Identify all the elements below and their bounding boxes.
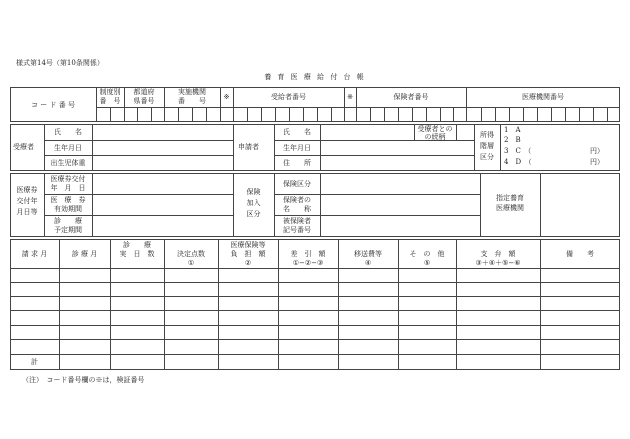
col-burden-2: 負 担 額 xyxy=(230,250,266,258)
insurer-name-label-1: 保険者の xyxy=(283,196,311,204)
col-diff-1: 差 引 額 xyxy=(290,250,326,258)
form-title: 養 育 医 療 給 付 台 帳 xyxy=(264,73,366,81)
col-points-2: ① xyxy=(187,259,195,267)
seido-label-1: 制度別 xyxy=(99,88,121,96)
col-points-1: 決定点数 xyxy=(177,250,205,258)
col-burden-1: 医療保険等 xyxy=(230,241,266,249)
insured-number-label-2: 記号番号 xyxy=(283,226,311,234)
designated-label-2: 医療機関 xyxy=(496,204,524,212)
certificate-label-3: 月日等 xyxy=(16,208,38,216)
income-class-c-yen: 円） xyxy=(590,147,604,155)
jukyu-number-label: 受給者番号 xyxy=(271,93,306,101)
pref-label-2: 県番号 xyxy=(133,97,155,105)
col-diff-2: ①−②−③ xyxy=(292,259,324,267)
income-class-c: 3 C （ xyxy=(504,147,532,155)
seido-label-2: 番 号 xyxy=(99,97,121,105)
check-mark-1: ※ xyxy=(223,93,230,101)
col-other-2: ⑤ xyxy=(423,259,431,267)
col-exam-month: 診 療 月 xyxy=(71,250,98,258)
form-number: 様式第14号（第10条関係） xyxy=(16,59,104,67)
col-transfer-1: 移送費等 xyxy=(354,250,382,258)
col-days-2: 実 日 数 xyxy=(119,250,155,258)
birth-weight-label: 出生児体重 xyxy=(50,159,86,167)
applicant-label: 申請者 xyxy=(238,143,259,151)
certificate-issue-label-1: 医療券交付 xyxy=(50,175,86,183)
relation-label-2: の続柄 xyxy=(424,133,446,141)
col-days-1: 診 療 xyxy=(123,241,151,249)
patient-birth-label: 生年月日 xyxy=(54,144,82,152)
col-pay-1: 支 弁 額 xyxy=(480,250,516,258)
certificate-label-1: 医療券 xyxy=(16,186,38,194)
col-other-1: そ の 他 xyxy=(409,250,445,258)
applicant-name-label: 氏 名 xyxy=(283,128,311,136)
col-billing-month: 請 求 月 xyxy=(21,250,48,258)
insurance-label-3: 区分 xyxy=(246,210,261,218)
check-mark-2: ※ xyxy=(347,93,353,101)
pref-label-1: 都道府 xyxy=(133,88,155,96)
exam-period-label-1: 診 療 xyxy=(54,217,82,225)
col-transfer-2: ④ xyxy=(364,259,372,267)
income-label-1: 所得 xyxy=(480,131,494,139)
income-label-3: 区分 xyxy=(480,153,494,161)
patient-label: 受療者 xyxy=(13,143,34,151)
certificate-valid-label-1: 医 療 券 xyxy=(50,196,86,204)
exam-period-label-2: 予定期間 xyxy=(54,226,82,234)
applicant-birth-label: 生年月日 xyxy=(283,144,311,152)
income-class-a: 1 A xyxy=(504,126,521,134)
certificate-issue-label-2: 年 月 日 xyxy=(50,184,86,192)
col-pay-2: ③＋④＋⑤−⑥ xyxy=(475,259,521,267)
income-label-2: 階層 xyxy=(480,142,494,150)
hoken-number-label: 保険者番号 xyxy=(393,93,429,101)
income-class-b: 2 B xyxy=(504,136,521,144)
jisshi-label-2: 番 号 xyxy=(178,97,206,105)
code-number-label: コ ー ド 番 号 xyxy=(31,101,75,109)
total-label: 計 xyxy=(31,358,38,366)
income-class-d-yen: 円） xyxy=(590,158,604,166)
footnote: （注） コード番号欄の※は，検証番号 xyxy=(22,376,145,384)
certificate-valid-label-2: 有効期間 xyxy=(54,205,82,213)
col-remarks: 備 考 xyxy=(566,250,594,258)
applicant-address-label: 住 所 xyxy=(283,159,311,167)
insurance-label-1: 保険 xyxy=(246,188,261,196)
insured-number-label-1: 被保険者 xyxy=(283,217,311,225)
patient-name-label: 氏 名 xyxy=(54,128,82,136)
insurance-label-2: 加入 xyxy=(246,199,261,207)
certificate-label-2: 交付年 xyxy=(16,197,38,205)
insurance-class-label: 保険区分 xyxy=(283,180,311,188)
col-burden-3: ② xyxy=(244,259,252,267)
designated-label-1: 指定養育 xyxy=(496,194,524,202)
insurer-name-label-2: 名 称 xyxy=(283,205,311,213)
relation-label-1: 受療者との xyxy=(417,125,453,133)
jisshi-label-1: 実施機関 xyxy=(178,88,206,96)
income-class-d: 4 D （ xyxy=(504,158,532,166)
iryo-number-label: 医療機関番号 xyxy=(522,93,564,101)
